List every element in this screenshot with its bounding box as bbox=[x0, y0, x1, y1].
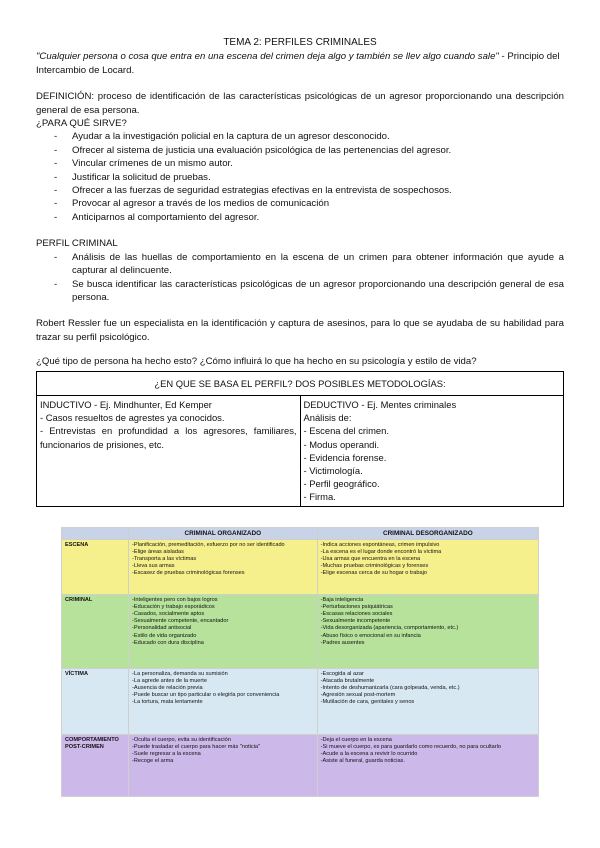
locard-quote bbox=[36, 50, 564, 77]
list-item: -Mutilación de cara, genitales y senos bbox=[320, 699, 415, 706]
list-item: -Recoge el arma bbox=[132, 758, 174, 765]
cell-organized bbox=[129, 735, 318, 797]
corner-cell bbox=[62, 528, 129, 540]
quote-text: "Cualquier persona o cosa que entra en una escena del crimen deja algo y también se llev algo cuando sale" bbox=[36, 51, 499, 63]
list-item: -Puede buscar un tipo particular o elegirla por conveniencia bbox=[132, 692, 280, 699]
list-item: -Lleva sus armas bbox=[132, 563, 175, 570]
list-item: - Se busca identificar las características psicológicas de un agresor proporcionando una descripción general de esa persona. bbox=[36, 278, 564, 305]
list-item: -Oculta el cuerpo, evita su identificación bbox=[132, 737, 231, 744]
deductive-item: - Escena del crimen. bbox=[303, 425, 389, 437]
list-item: - Ayudar a la investigación policial en la captura de un agresor desconocido. bbox=[36, 130, 564, 143]
list-item: -La agrede antes de la muerte bbox=[132, 678, 207, 685]
cell-organized bbox=[129, 540, 318, 595]
list-item: -Sexualmente incompetente bbox=[320, 618, 391, 625]
list-item: -Escasez de pruebas criminológicas forenses bbox=[132, 570, 245, 577]
list-item: -Vida desorganizada (apariencia, comportamiento, etc.) bbox=[320, 625, 459, 632]
list-item: -Sexualmente competente, encantador bbox=[132, 618, 229, 625]
list-item: -Perturbaciones psiquiátricas bbox=[320, 604, 393, 611]
para-que-list bbox=[36, 130, 564, 224]
perfil-heading: PERFIL CRIMINAL bbox=[36, 238, 118, 250]
list-item: -Planificación, premeditación, esfuerzo por no ser identificado bbox=[132, 542, 285, 549]
para-que-heading: ¿PARA QUÉ SIRVE? bbox=[36, 118, 127, 130]
methodologies-header: ¿EN QUE SE BASA EL PERFIL? DOS POSIBLES METODOLOGÍAS: bbox=[37, 371, 564, 395]
list-item: -Atacada brutalmente bbox=[320, 678, 375, 685]
list-item: -Escasas relaciones sociales bbox=[320, 611, 393, 618]
list-item: -Baja inteligencia bbox=[320, 597, 364, 604]
list-item: -Elige áreas aisladas bbox=[132, 549, 184, 556]
list-item: -Educado con dura disciplina bbox=[132, 639, 204, 646]
list-item: -Ausencia de relación previa bbox=[132, 685, 203, 692]
list-item: -Deja el cuerpo en la escena bbox=[320, 737, 392, 744]
ressler-paragraph: Robert Ressler fue un especialista en la identificación y captura de asesinos, para lo que se ayudaba de su habilidad para trazar su perfil psicológico. bbox=[36, 318, 564, 343]
cell-disorganized bbox=[317, 595, 538, 669]
inductive-cell bbox=[37, 395, 301, 506]
list-item: - Justificar la solicitud de pruebas. bbox=[36, 171, 564, 184]
list-item: -Intento de deshumanizarla (cara golpeada, venda, etc.) bbox=[320, 685, 460, 692]
criminal-comparison-table bbox=[61, 527, 539, 797]
row-label-escena: ESCENA bbox=[62, 540, 129, 595]
list-item: -Personalidad antisocial bbox=[132, 625, 192, 632]
list-item: - Anticiparnos al comportamiento del agresor. bbox=[36, 211, 564, 224]
page-title: TEMA 2: PERFILES CRIMINALES bbox=[223, 37, 377, 48]
list-item: -Muchas pruebas criminológicas y forenses bbox=[320, 563, 429, 570]
document-page bbox=[36, 36, 564, 507]
deductive-subtitle: Análisis de: bbox=[303, 412, 352, 424]
list-item: -Elige escenas cerca de su hogar o trabajo bbox=[320, 570, 427, 577]
list-item: -Estilo de vida organizado bbox=[132, 632, 197, 639]
column-header-disorganized: CRIMINAL DESORGANIZADO bbox=[317, 528, 538, 540]
list-item: -Escogida al azar bbox=[320, 671, 364, 678]
list-item: - Ofrecer a las fuerzas de seguridad estrategias efectivas en la entrevista de sospechosos. bbox=[36, 184, 564, 197]
perfil-list bbox=[36, 251, 564, 305]
deductive-item: - Firma. bbox=[303, 491, 336, 503]
deductive-item: - Modus operandi. bbox=[303, 438, 380, 450]
list-item: -Asiste al funeral, guarda noticias. bbox=[320, 758, 405, 765]
cell-disorganized bbox=[317, 540, 538, 595]
list-item: -Si mueve el cuerpo, es para guardarlo como recuerdo, no para ocultarlo bbox=[320, 744, 501, 751]
list-item: -Inteligentes pero con bajos logros bbox=[132, 597, 218, 604]
row-label-comportamiento: COMPORTAMIENTO POST-CRIMEN bbox=[62, 735, 129, 797]
list-item: -Suele regresar a la escena bbox=[132, 751, 201, 758]
inductive-item: - Entrevistas en profundidad a los agresores, familiares, funcionarios de prisiones, etc. bbox=[40, 425, 297, 450]
inductive-item: - Casos resueltos de agrestes ya conocidos. bbox=[40, 412, 225, 424]
list-item: - Vincular crímenes de un mismo autor. bbox=[36, 157, 564, 170]
list-item: -Educación y trabajo esporádicos bbox=[132, 604, 215, 611]
list-item: -La personaliza, demanda su sumisión bbox=[132, 671, 228, 678]
list-item: -Transporta a las víctimas bbox=[132, 556, 197, 563]
list-item: -Acude a la escena a revivir lo ocurrido bbox=[320, 751, 418, 758]
list-item: -Indica acciones espontáneas, crimen impulsivo bbox=[320, 542, 440, 549]
list-item: -Abuso físico o emocional en su infancia bbox=[320, 632, 421, 639]
cell-organized bbox=[129, 595, 318, 669]
list-item: - Análisis de las huellas de comportamiento en la escena de un crimen para obtener información que ayude a capturar al delincuente. bbox=[36, 251, 564, 278]
list-item: -La escena es el lugar donde encontró la víctima bbox=[320, 549, 442, 556]
deductive-item: - Evidencia forense. bbox=[303, 451, 387, 463]
cell-disorganized bbox=[317, 735, 538, 797]
inductive-title: INDUCTIVO - Ej. Mindhunter, Ed Kemper bbox=[40, 398, 212, 410]
methodologies-table bbox=[36, 371, 564, 507]
list-item: - Provocar al agresor a través de los medios de comunicación bbox=[36, 197, 564, 210]
quote-source: - Principio del Intercambio de Locard. bbox=[36, 51, 560, 76]
column-header-organized: CRIMINAL ORGANIZADO bbox=[129, 528, 318, 540]
key-question: ¿Qué tipo de persona ha hecho esto? ¿Cómo influirá lo que ha hecho en su psicología y estilo de vida? bbox=[36, 356, 477, 368]
list-item: -Agresión sexual post-mortem bbox=[320, 692, 396, 699]
list-item: -Padres ausentes bbox=[320, 639, 365, 646]
cell-organized bbox=[129, 669, 318, 735]
list-item: -Usa armas que encuentra en la escena bbox=[320, 556, 421, 563]
list-item: -Casados, socialmente aptos bbox=[132, 611, 205, 618]
list-item: - Ofrecer al sistema de justicia una evaluación psicológica de las pertenencias del agresor. bbox=[36, 144, 564, 157]
row-label-victima: VÍCTIMA bbox=[62, 669, 129, 735]
deductive-item: - Victimología. bbox=[303, 464, 363, 476]
row-label-criminal: CRIMINAL bbox=[62, 595, 129, 669]
cell-disorganized bbox=[317, 669, 538, 735]
deductive-title: DEDUCTIVO - Ej. Mentes criminales bbox=[303, 398, 457, 410]
list-item: -Puede trasladar el cuerpo para hacer más "noticia" bbox=[132, 744, 261, 751]
deductive-item: - Perfil geográfico. bbox=[303, 478, 380, 490]
list-item: -La tortura, mata lentamente bbox=[132, 699, 203, 706]
deductive-cell bbox=[300, 395, 564, 506]
definition-paragraph: DEFINICIÓN: proceso de identificación de las características psicológicas de un agresor proporcionando una descripción general de esa persona. bbox=[36, 91, 564, 116]
